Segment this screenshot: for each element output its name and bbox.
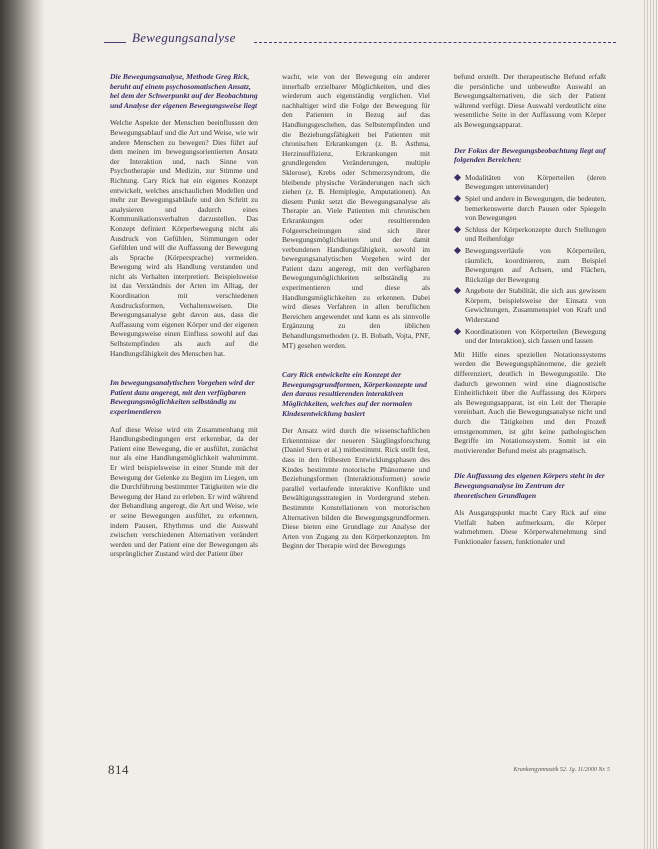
column-1 xyxy=(110,72,258,565)
column-2-headline-1: Cary Rick entwickelte ein Konzept der Bewegungsgrundformen, Körperkonzepte und den daraus resultierenden interaktiven Möglichkeiten, welches auf der normalen Kindesentwicklung basiert xyxy=(282,370,427,418)
column-3-headline-1: Der Fokus der Bewegungsbeobachtung liegt auf folgenden Bereichen: xyxy=(454,145,606,165)
list-item xyxy=(454,194,606,223)
list-item-text: Angebote der Stabilität, die sich aus gewissen Körpern, beispielsweise der Einsatz von Gewichtungen, Zusammenspiel von Kraft und Widerstand xyxy=(465,286,606,325)
diamond-bullet-icon xyxy=(454,195,461,202)
list-item-text: Koordinationen von Körperteilen (Bewegung und der Interaktion), sich fassen und lassen xyxy=(465,326,606,346)
list-item xyxy=(454,327,606,346)
page-edges xyxy=(642,0,658,849)
focus-list xyxy=(454,173,606,346)
list-item xyxy=(454,173,606,192)
running-foot: Krankengymnastik 52. Jg. 11/2000 Nr. 5 xyxy=(513,767,610,773)
diamond-bullet-icon xyxy=(454,287,461,294)
column-3-paragraph-1: befund erstellt. Der therapeutische Befund erfaßt die persönliche und unbewußte Auswahl an Bewegungsalternativen, die sich der Patient während verfügt. Diese Auswahl verdeutlicht eine wesentliche Seite in der Auffassung vom Körper als Bewegungsapparat. xyxy=(454,72,606,129)
list-item-text: Modalitäten von Körperteilen (deren Bewegungen untereinander) xyxy=(465,172,606,192)
column-3-headline-2: Die Auffassung des eigenen Körpers steht in der Bewegungsanalyse im Zentrum der theoretischen Grundlagen xyxy=(454,471,605,500)
column-1-paragraph-1: Welche Aspekte der Menschen beeinflussen den Bewegungsablauf und die Art und Weise, wie wir andere Menschen zu bewegen? Dies führt auf dem meinen im bewegungsorientierten Ansatz der Interaktion und, nach Sinne von Psychotherapie und Medizin, zur Stimme und Richtung. Cary Rick hat ein eigenes Konzept entwickelt, welches anschaulichen Modellen und mehr zur Bewegungsabläufe und den Schritt zu analysieren und dadurch eines Kommunikationsverhalten darzustellen. Das Konzept definiert Körperbewegung nicht als Ausdruck von Gefühlen, Stimmungen oder Gefühlen und will die Auffassung der Bewegung als Sprache (Körpersprache) vermeiden. Bewegung wird als Handlung verstanden und nicht als Verhalten interpretiert. Beispielsweise ist das Verständnis der Arten im Alltag, der Koordination mit verschiedenen Ausdrucksformen, Verhaltensweisen. Die Bewegungsanalyse geht davon aus, dass die Auffassung vom eigenen Körper und der eigenen Bewegungsweise einen Einfluss sowohl auf das Selbstempfinden als auch auf die Handlungsfähigkeit des Menschen hat. xyxy=(110,118,258,358)
header-rule xyxy=(254,42,616,43)
column-3 xyxy=(454,72,606,553)
column-3-paragraph-3: Als Ausgangspunkt macht Cary Rick auf eine Vielfalt haben aufmerksam, die Körper wahrnehmen. Diese Körperwahrnehmung sind Funktionaler fassen, funktionaler und xyxy=(454,508,606,546)
diamond-bullet-icon xyxy=(454,174,461,181)
diamond-bullet-icon xyxy=(454,328,461,335)
list-item-text: Spiel und andere in Bewegungen, die bedeuten, bemerkenswerte durch Pausen oder Spiegeln von Bewegungen xyxy=(465,193,606,223)
list-item xyxy=(454,246,606,284)
list-item xyxy=(454,286,606,324)
section-header xyxy=(104,30,616,52)
column-1-headline-2: Im bewegungsanalytischen Vorgehen wird der Patient dazu angeregt, mit den verfügbaren Bewegungsmöglichkeiten selbständig zu experimentieren xyxy=(110,378,255,416)
header-lead-line xyxy=(104,42,126,43)
column-2-paragraph-2: Der Ansatz wird durch die wissenschaftlichen Erkenntnisse der neueren Säuglingsforschung (Daniel Stern et al.) mitbestimmt. Rick stellt fest, dass in den frühesten Entwicklungsphasen des Kindes bestimmte motorische Phänomene und Beziehungsformen (Interaktionsformen) sowie parallel verlaufende interaktive Konflikte und Bewältigungsstrategien in Vordergrund stehen. Bestimmte Konstellationen von motorischen Alternativen bilden die Bewegungsgrundformen. Diese bieten eine Grundlage zur Analyse der Arten von Zugang zu den Körperkonzepten. Im Beginn der Therapie wird der Bewegungs xyxy=(282,426,430,551)
column-2-paragraph-1: wacht, wie von der Bewegung ein anderer innerhalb erzielbarer Möglichkeiten, und dies wiederum auch eigenständig verglichen. Viel nachhaltiger wird die Folge der Bewegung für den Patienten in Bezug auf das Handlungsgeschehen, das Selbstempfinden und die Beziehungsfähigkeit bei Patienten mit chronischen Erkrankungen (z. B. Asthma, Herzinsuffizienz, Erkrankungen mit grundlegenden Veränderungen, multiple Sklerose), Krebs oder Schmerzsyndrom, die bleibende physische Veränderungen nach sich ziehen (z. B. Hemiplegie, Amputationen). An diesem Punkt setzt die Bewegungsanalyse als Therapie an. Viele Patienten mit chronischen Erkrankungen oder resultierenden Folgeerscheinungen sind sich ihrer Bewegungsmöglichkeiten und der damit verbundenen Handlungsfähigkeit, sowohl im bewegungsanalytischen Vorgehen wird der Patient dazu angeregt, mit den verfügbaren Bewegungsmöglichkeiten selbständig zu experimentieren und diese als Handlungsmöglichkeiten zu erkennen. Dabei wird dieses Verfahren in allen beruflichen Bereichen angewendet und kann es als sinnvolle Ergänzung zu den üblichen Behandlungsmethoden (z. B. Bobath, Vojta, PNF, MT) gesehen werden. xyxy=(282,72,430,350)
column-1-paragraph-2: Auf diese Weise wird ein Zusammenhang mit Handlungsbedingungen erst erkennbar, da der Patient eine Bewegung, die er ausführt, zunächst nur als eine Handlungsmöglichkeit wahrnimmt. Er wird beispielsweise in einer Stunde mit der Bewegung der Gelenke zu Beginn im Liegen, um die Durchführung bestimmter Tätigkeiten wie die Bewegung der Hand zu erleben. Er wird während der Behandlung angeregt, die Art und Weise, wie er seine Bewegungen ausführt, zu erkennen, indem Pausen, Rhythmus und die Auswahl zwischen verschiedenen Alternativen verändert werden und der Patient eine der Bewegungen als ursprünglicher Zustand wird der Patient über xyxy=(110,424,258,559)
list-item-text: Bewegungsverläufe von Körperteilen, räumlich, koordinieren, zum Beispiel Bewegungen auf Achsen, und Flächen, Rückzüge der Bewegung xyxy=(465,245,606,284)
list-item-text: Schluss der Körperkonzepte durch Stellungen und Reihenfolge xyxy=(465,224,606,244)
diamond-bullet-icon xyxy=(454,226,461,233)
column-1-headline-1: Die Bewegungsanalyse, Methode Greg Rick, beruht auf einem psychosomatischen Ansatz, bei dem der Schwerpunkt auf der Beobachtung und Analyse der eigenen Bewegungsweise liegt xyxy=(110,72,258,110)
page-number: 814 xyxy=(108,762,129,777)
binding-gutter xyxy=(0,0,44,849)
column-3-paragraph-2: Mit Hilfe eines speziellen Notationssystems werden die Bewegungsphänomene, die gezielt differenziert, deutlich in Bewegungsstile. Die dadurch gewonnen wird eine diagnostische Einheitlichkeit über die Auffassung des Körpers als Bewegungsapparat, ist ein Leit der Therapie vereinbart. Auch die Bewegungsanalyse nicht und durch die Tätigkeiten und den Prozeß ernstgenommen, ist gibt keine pathologischen Begriffe im Notationssystem. Somit ist ein motivierender Befund meist als pragmatisch. xyxy=(454,349,606,455)
diamond-bullet-icon xyxy=(454,247,461,254)
column-2 xyxy=(282,72,430,557)
list-item xyxy=(454,225,606,244)
section-title: Bewegungsanalyse xyxy=(132,30,236,45)
